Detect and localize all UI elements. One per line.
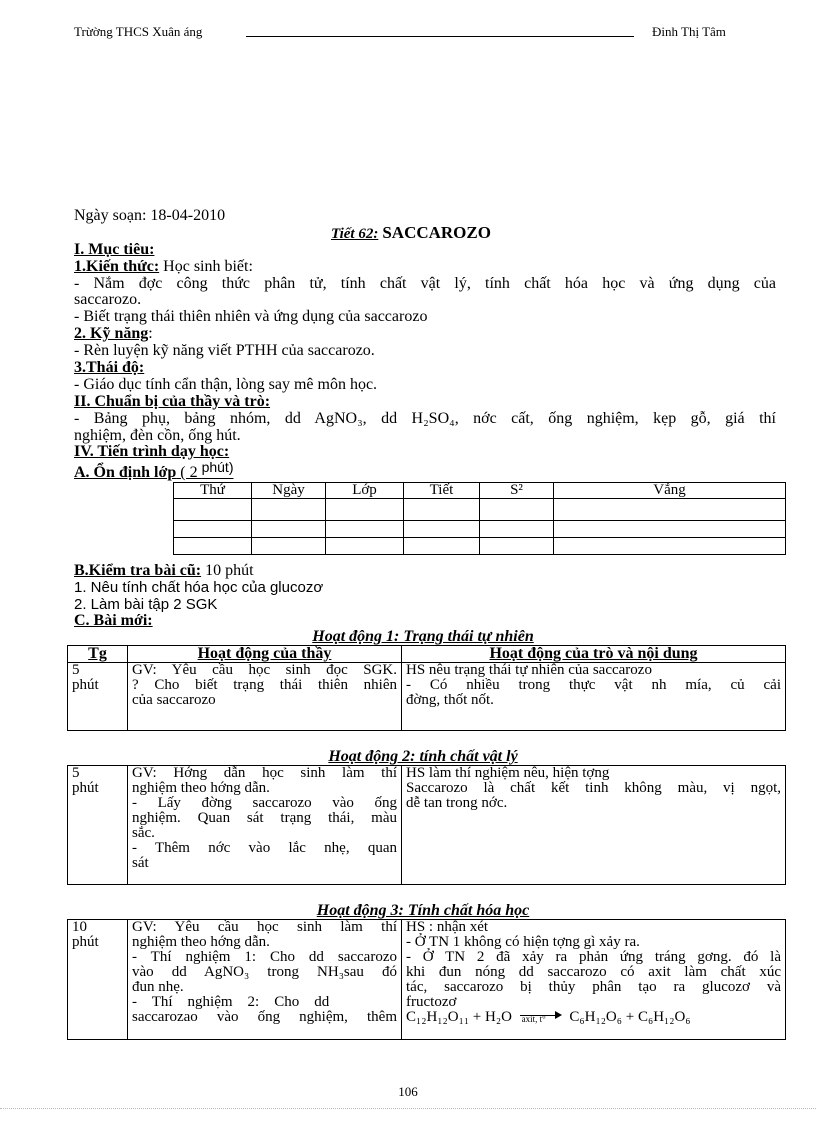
knowledge-intro: Học sinh biết: <box>159 258 253 275</box>
section4-heading: IV. Tiến trình dạy học: <box>74 443 230 460</box>
reaction-condition: axit, t° <box>521 1014 546 1024</box>
partB-line <box>74 563 254 579</box>
attitude-text: - Giáo dục tính cẩn thận, lòng say mê môn học. <box>74 376 378 393</box>
attendance-header: Lớp <box>326 483 404 499</box>
partA-time: ( 2 phút) <box>176 459 234 481</box>
partB-time: 10 phút <box>201 562 254 579</box>
knowledge-text-2: - Biết trạng thái thiên nhiên và ứng dụng của saccarozo <box>74 308 428 325</box>
page-number: 106 <box>398 1084 418 1099</box>
activity2-time: 5 phút <box>68 766 128 885</box>
activity1-table <box>67 645 786 731</box>
attendance-header: Thứ <box>174 483 252 499</box>
reaction-arrow <box>520 1011 562 1024</box>
activity1-time: 5 phút <box>68 663 128 731</box>
attendance-header: Ngày <box>252 483 326 499</box>
section1-heading: I. Mục tiêu: <box>74 241 155 258</box>
activity2-title: Hoạt động 2: tính chất vật lý <box>328 748 518 765</box>
partB-q2: 2. Làm bài tập 2 SGK <box>74 596 218 613</box>
footer-rule <box>0 1108 816 1109</box>
activity2-row <box>68 766 786 885</box>
column-tg: Tg <box>68 646 128 663</box>
skills-text: - Rèn luyện kỹ năng viết PTHH của saccarozo. <box>74 342 375 359</box>
activity3-row <box>68 920 786 1040</box>
attitude-label: 3.Thái độ: <box>74 359 145 376</box>
lesson-name: SACCAROZO <box>382 223 491 242</box>
skills-line <box>74 326 153 342</box>
partB-heading: B.Kiểm tra bài cũ: <box>74 562 202 579</box>
attendance-row <box>174 521 786 538</box>
partB-q1: 1. Nêu tính chất hóa học của glucozơ <box>74 579 324 596</box>
attendance-table <box>173 482 786 555</box>
knowledge-text-1b: saccarozo. <box>74 291 142 308</box>
activity2-teacher: GV: Hớng dẫn học sinh làm thí nghiệm theo hớng dẫn. - Lấy đờng saccarozo vào ống nghiệm. Quan sát trạng thái, màu sắc. - Thêm nớc vào lắc nhẹ, quan sát <box>128 766 402 885</box>
activity1-title: Hoạt động 1: Trạng thái tự nhiên <box>312 628 534 645</box>
activity3-title: Hoạt động 3: Tính chất hóa học <box>316 902 530 919</box>
header-teacher: Đinh Thị Tâm <box>652 24 726 39</box>
header-rule <box>246 36 634 37</box>
lesson-title <box>331 225 491 242</box>
lesson-label: Tiết 62: <box>331 226 379 242</box>
knowledge-line <box>74 259 253 275</box>
activity1-teacher: GV: Yêu cầu học sinh đọc SGK. ? Cho biết trạng thái thiên nhiên của saccarozo <box>128 663 402 731</box>
activity2-table <box>67 765 786 885</box>
attendance-header: Vắng <box>554 483 786 499</box>
activity1-student: HS nêu trạng thái tự nhiên của saccarozo - Có nhiều trong thực vật nh mía, củ cải đờng, thốt nốt. <box>402 663 786 731</box>
header-school: Trừờng THCS Xuân áng <box>74 24 203 39</box>
reactants: C₁₂H₁₂O₁₁ + H₂O <box>406 1009 512 1025</box>
activity1-row <box>68 663 786 731</box>
section2-text-a: - Bảng phụ, bảng nhóm, dd AgNO₃, dd H₂SO₄, nớc cất, ống nghiệm, kẹp gỗ, giá thí <box>74 410 776 427</box>
activity2-student: HS làm thí nghiệm nêu, hiện tợng Saccarozo là chất kết tinh không màu, vị ngọt, dễ tan trong nớc. <box>402 766 786 885</box>
attendance-header-row <box>174 483 786 499</box>
column-teacher: Hoạt động của thầy <box>128 646 402 663</box>
section2-heading: II. Chuẩn bị của thầy và trò: <box>74 393 271 410</box>
skills-colon: : <box>148 325 153 342</box>
section2-text-b: nghiệm, đèn cồn, ống hút. <box>74 427 241 444</box>
products: C₆H₁₂O₆ + C₆H₁₂O₆ <box>569 1009 691 1025</box>
reaction-equation <box>406 1010 781 1025</box>
activity3-teacher: GV: Yêu cầu học sinh làm thí nghiệm theo hớng dẫn. - Thí nghiệm 1: Cho dd saccarozo vào dd AgNO₃ trong NH₃sau đó đun nhẹ. - Thí nghiệm 2: Cho dd saccarozao vào ống nghiệm, thêm <box>128 920 402 1040</box>
knowledge-label: 1.Kiến thức: <box>74 258 160 275</box>
activity3-student: HS : nhận xét - Ở TN 1 không có hiện tợng gì xảy ra. - Ở TN 2 đã xảy ra phản ứng tráng gơng. đó là khi đun nóng dd saccarozo có axit làm chất xúc tác, saccarozo bị thủy phân tạo ra glucozơ và fructozơ C₁₂H₁₂O₁₁ + H₂O axit, t° C₆H₁₂O₆ + C₆H₁₂O₆ <box>402 920 786 1040</box>
activity3-table <box>67 919 786 1040</box>
date-line: Ngày soạn: 18-04-2010 <box>74 207 226 224</box>
activity3-time: 10 phút <box>68 920 128 1040</box>
attendance-header: S² <box>480 483 554 499</box>
skills-label: 2. Kỹ năng <box>74 325 149 342</box>
attendance-row <box>174 499 786 521</box>
partA-line <box>74 459 234 481</box>
knowledge-text-1a: - Nắm đợc công thức phân tử, tính chất vật lý, tính chất hóa học và ứng dụng của <box>74 275 776 292</box>
column-student: Hoạt động của trò và nội dung <box>402 646 786 663</box>
partC-heading: C. Bài mới: <box>74 612 153 629</box>
activity1-header-row <box>68 646 786 663</box>
partA-heading: A. Ổn định lớp <box>74 464 177 481</box>
attendance-row <box>174 538 786 555</box>
attendance-header: Tiết <box>404 483 480 499</box>
